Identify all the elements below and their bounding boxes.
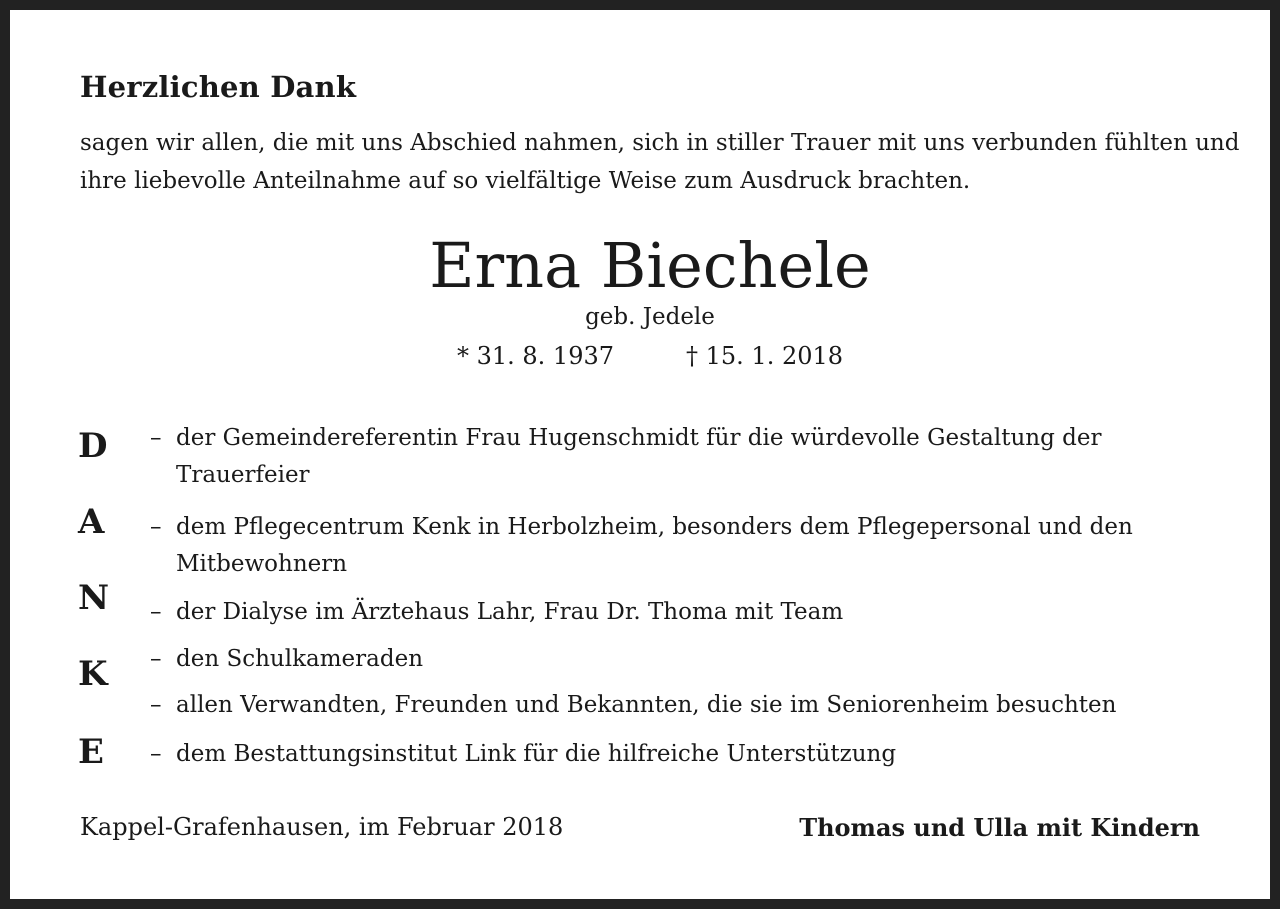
- danke-letter-k: K: [78, 654, 108, 694]
- birth-date: * 31. 8. 1937: [456, 342, 614, 370]
- danke-letter-d: D: [78, 426, 108, 466]
- item-dash: –: [150, 692, 162, 718]
- intro-text: sagen wir allen, die mit uns Abschied nahmen, sich in stiller Trauer mit uns verbunden fühlten und ihre liebevolle Anteilnahme auf so vielfältige Weise zum Ausdruck brachten.: [80, 130, 1240, 194]
- place-and-date: Kappel-Grafenhausen, im Februar 2018: [80, 813, 564, 841]
- item-text: dem Bestattungsinstitut Link für die hilfreiche Unterstützung: [176, 741, 897, 767]
- danke-letter-n: N: [78, 578, 110, 618]
- item-text: den Schulkameraden: [176, 646, 424, 672]
- thanks-item: [150, 509, 1230, 583]
- birth-name: geb. Jedele: [585, 304, 715, 330]
- item-dash: –: [150, 741, 162, 767]
- thanks-item: [150, 420, 1140, 494]
- item-dash: –: [150, 646, 162, 672]
- item-text: allen Verwandten, Freunden und Bekannten, die sie im Seniorenheim besuchten: [176, 692, 1117, 718]
- item-text: der Gemeindereferentin Frau Hugenschmidt für die würdevolle Gestaltung der Trauerfeier: [176, 425, 1102, 488]
- danke-letter-a: A: [78, 502, 105, 542]
- death-date: † 15. 1. 2018: [686, 342, 844, 370]
- item-text: dem Pflegecentrum Kenk in Herbolzheim, besonders dem Pflegepersonal und den Mitbewohnern: [176, 514, 1133, 577]
- life-dates: [10, 342, 1280, 370]
- item-dash: –: [150, 599, 162, 625]
- deceased-name: Erna Biechele: [429, 229, 871, 302]
- thanks-item: [150, 687, 1230, 724]
- thanks-item: [150, 736, 1230, 773]
- item-dash: –: [150, 425, 162, 451]
- danke-letter-e: E: [78, 732, 104, 772]
- item-dash: –: [150, 514, 162, 540]
- signature: Thomas und Ulla mit Kindern: [799, 813, 1200, 842]
- item-text: der Dialyse im Ärztehaus Lahr, Frau Dr. Thoma mit Team: [176, 599, 844, 625]
- heading: Herzlichen Dank: [80, 70, 357, 104]
- thanks-item: [150, 594, 1230, 631]
- thanks-item: [150, 641, 1230, 678]
